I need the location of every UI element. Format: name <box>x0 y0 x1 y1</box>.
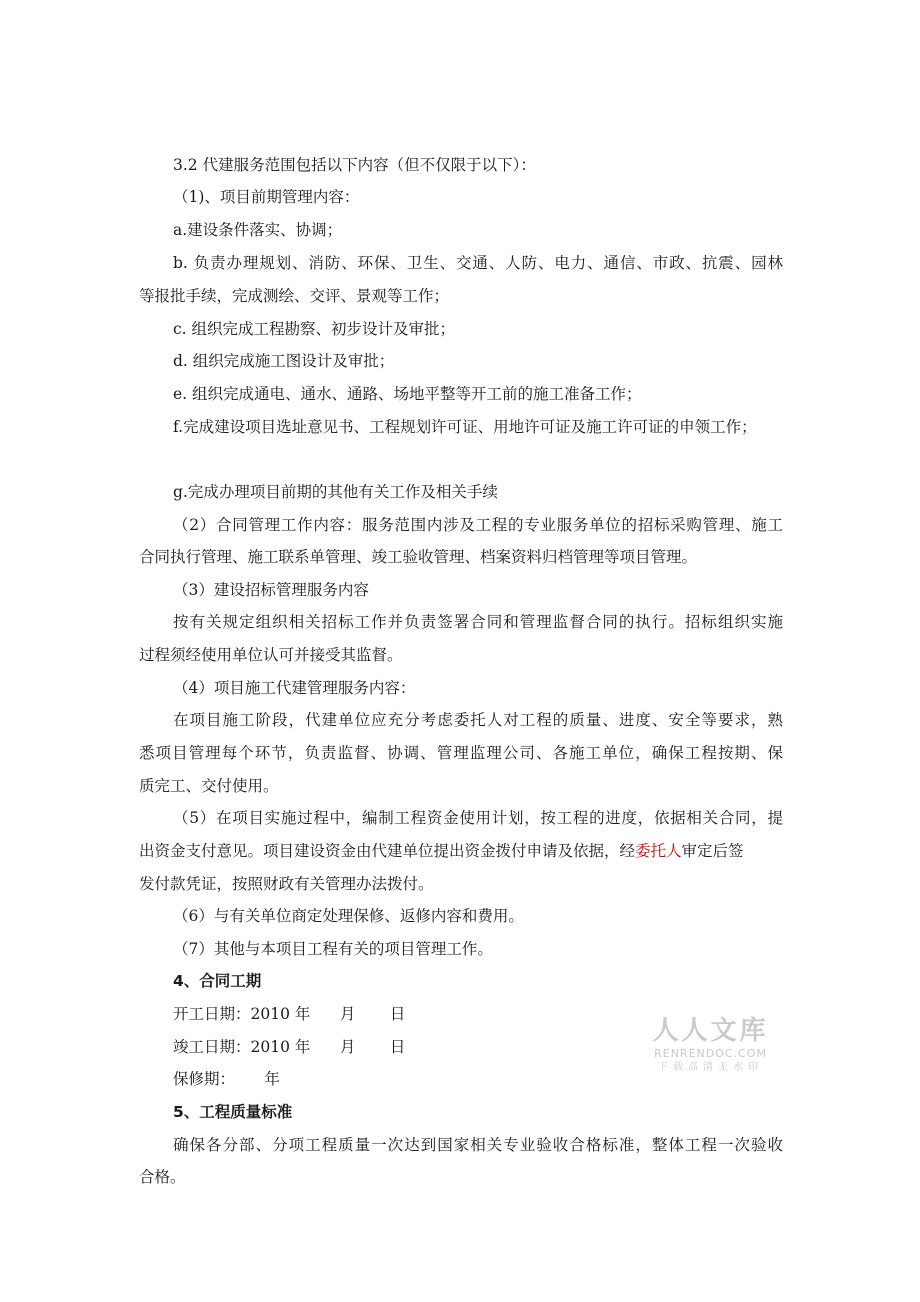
watermark <box>648 1015 773 1075</box>
item-5-line2 <box>139 841 744 861</box>
item-4-line2: 悉项目管理每个环节，负责监督、协调、管理监理公司、各施工单位，确保工程按期、保 <box>139 744 783 762</box>
item-4-line3: 质完工、交付使用。 <box>139 777 279 795</box>
start-date: 开工日期：2010 年 月 日 <box>173 1005 406 1023</box>
item-1c: c. 组织完成工程勘察、初步设计及审批； <box>173 320 456 338</box>
item-5-line2-c: 审定后签 <box>681 842 744 860</box>
section-4-heading: 4、合同工期 <box>173 972 262 990</box>
item-3-line1: 按有关规定组织相关招标工作并负责签署合同和管理监督合同的执行。招标组织实施 <box>173 613 783 631</box>
item-5-line2-a: 出资金支付意见。项目建设资金由代建单位提出资金拨付申请及依据，经 <box>139 842 636 860</box>
item-4-heading: （4）项目施工代建管理服务内容： <box>173 679 416 697</box>
item-2-line2: 合同执行管理、施工联系单管理、竣工验收管理、档案资料归档管理等项目管理。 <box>139 548 698 566</box>
item-1a: a.建设条件落实、协调； <box>173 221 343 239</box>
watermark-slogan: 下载高清无水印 <box>658 1062 763 1073</box>
item-1-heading: （1)、项目前期管理内容： <box>173 188 360 206</box>
completion-date: 竣工日期：2010 年 月 日 <box>173 1038 406 1056</box>
item-5-line3: 发付款凭证，按照财政有关管理办法拨付。 <box>139 875 434 893</box>
client-highlight: 委托人 <box>635 842 682 860</box>
item-1e: e. 组织完成通电、通水、通路、场地平整等开工前的施工准备工作； <box>173 385 642 403</box>
item-7: （7）其他与本项目工程有关的项目管理工作。 <box>173 940 493 958</box>
item-3-heading: （3）建设招标管理服务内容 <box>173 581 369 599</box>
quality-line1: 确保各分部、分项工程质量一次达到国家相关专业验收合格标准，整体工程一次验收 <box>173 1136 783 1154</box>
item-1d: d. 组织完成施工图设计及审批； <box>173 352 395 370</box>
section-5-heading: 5、工程质量标准 <box>173 1103 293 1121</box>
warranty-period: 保修期： 年 <box>173 1070 281 1088</box>
item-1b-line1: b. 负责办理规划、消防、环保、卫生、交通、人防、电力、通信、市政、抗震、园林 <box>173 254 783 272</box>
item-2-line1: （2）合同管理工作内容：服务范围内涉及工程的专业服务单位的招标采购管理、施工 <box>173 516 783 534</box>
item-5-line1: （5）在项目实施过程中，编制工程资金使用计划，按工程的进度，依据相关合同，提 <box>173 809 783 827</box>
item-1g: g.完成办理项目前期的其他有关工作及相关手续 <box>173 483 498 501</box>
watermark-domain: RENRENDOC.COM <box>654 1047 767 1060</box>
section-3-2-heading: 3.2 代建服务范围包括以下内容（但不仅限于以下）： <box>173 156 536 174</box>
watermark-title: 人人文库 <box>652 1016 769 1046</box>
item-1f: f.完成建设项目选址意见书、工程规划许可证、用地许可证及施工许可证的申领工作； <box>173 418 757 436</box>
item-1b-line2: 等报批手续，完成测绘、交评、景观等工作； <box>139 287 450 305</box>
item-6: （6）与有关单位商定处理保修、返修内容和费用。 <box>173 907 524 925</box>
item-3-line2: 过程须经使用单位认可并接受其监督。 <box>139 646 403 664</box>
item-4-line1: 在项目施工阶段，代建单位应充分考虑委托人对工程的质量、进度、安全等要求，熟 <box>173 711 783 729</box>
quality-line2: 合格。 <box>139 1168 186 1186</box>
